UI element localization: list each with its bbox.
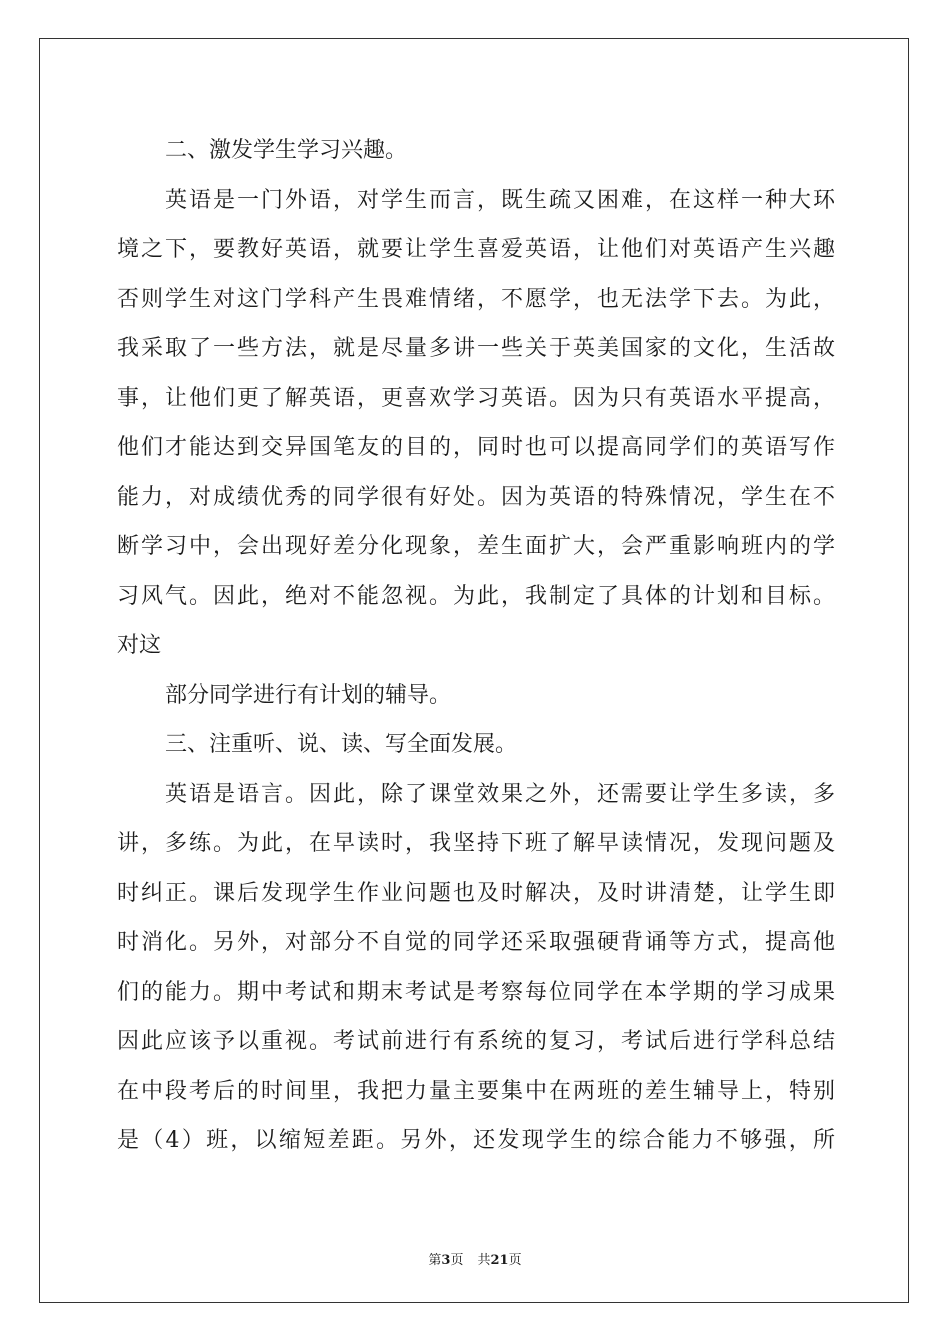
text-line: 我采取了一些方法，就是尽量多讲一些关于英美国家的文化，生活故 [117, 336, 835, 361]
text-line: 能力，对成绩优秀的同学很有好处。因为英语的特殊情况，学生在不 [117, 484, 835, 510]
text-line: 时纠正。课后发现学生作业问题也及时解决，及时讲清楚，让学生即 [117, 880, 835, 906]
text-line: 们的能力。期中考试和期末考试是考察每位同学在本学期的学习成果 [117, 979, 835, 1005]
page-footer [0, 1249, 950, 1268]
text-line: 英语是一门外语，对学生而言，既生疏又困难，在这样一种大环 [165, 187, 835, 213]
footer-prefix: 第 [428, 1253, 442, 1268]
document-body [117, 126, 835, 1166]
footer-page-number: 3 [441, 1253, 451, 1268]
text-line: 境之下，要教好英语，就要让学生喜爱英语，让他们对英语产生兴趣 [117, 237, 835, 262]
text-line: 部分同学进行有计划的辅导。 [165, 682, 452, 708]
text-line: 事，让他们更了解英语，更喜欢学习英语。因为只有英语水平提高， [117, 385, 835, 411]
text-line: 讲，多练。为此，在早读时，我坚持下班了解早读情况，发现问题及 [117, 831, 835, 856]
text-line: 对这 [117, 633, 162, 658]
text-line: 时消化。另外，对部分不自觉的同学还采取强硬背诵等方式，提高他 [117, 930, 835, 955]
text-line: 二、激发学生学习兴趣。 [165, 138, 408, 163]
text-line: 英语是语言。因此，除了课堂效果之外，还需要让学生多读，多 [165, 781, 835, 807]
text-line: 在中段考后的时间里，我把力量主要集中在两班的差生辅导上，特别 [117, 1078, 835, 1104]
text-line: 是（4）班，以缩短差距。另外，还发现学生的综合能力不够强，所 [117, 1128, 835, 1153]
text-line: 三、注重听、说、读、写全面发展。 [165, 732, 518, 757]
footer-page-suffix: 页 [450, 1253, 464, 1268]
footer-total-suffix: 页 [508, 1253, 522, 1268]
text-line: 断学习中，会出现好差分化现象，差生面扩大，会严重影响班内的学 [117, 534, 835, 559]
footer-total-pages: 21 [490, 1253, 509, 1268]
text-line: 他们才能达到交异国笔友的目的，同时也可以提高同学们的英语写作 [117, 435, 835, 460]
text-line: 习风气。因此，绝对不能忽视。为此，我制定了具体的计划和目标。 [117, 583, 835, 609]
footer-total-prefix: 共 [477, 1253, 491, 1268]
text-line: 因此应该予以重视。考试前进行有系统的复习，考试后进行学科总结 [117, 1029, 835, 1054]
text-line: 否则学生对这门学科产生畏难情绪，不愿学，也无法学下去。为此， [117, 286, 835, 312]
